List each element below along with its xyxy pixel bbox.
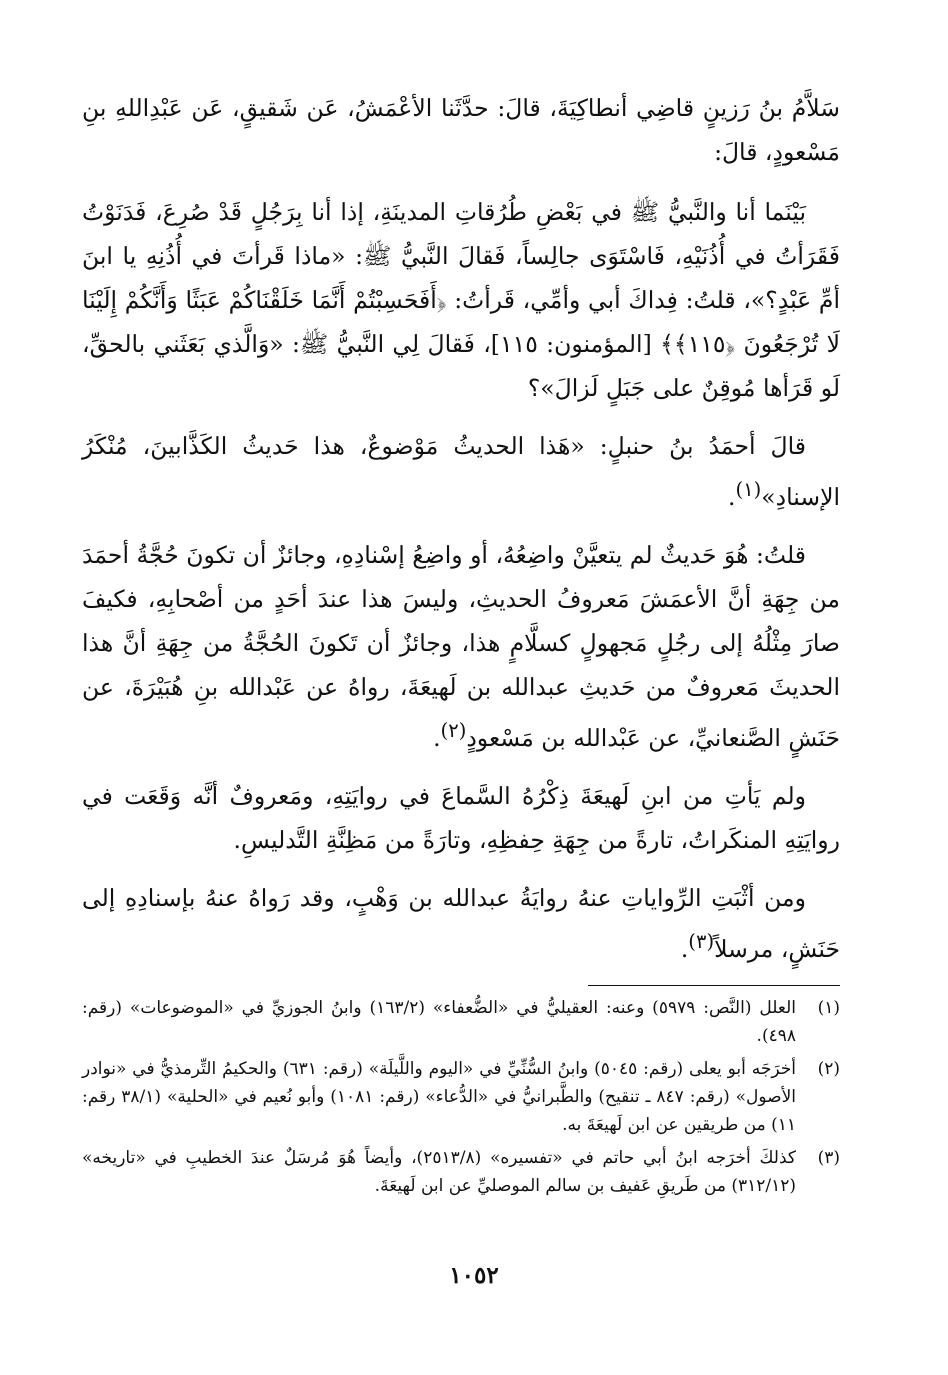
paragraph-3-end: . <box>728 482 736 511</box>
paragraph-5: ولم يَأتِ من ابنِ لَهيعَةَ ذِكْرُهُ السَّماعَ في روايَتِهِ، ومَعروفٌ أنَّه وَقَعَت في روايَتِهِ المنكَراتُ، تارةً من جِهَةِ حِفظِهِ، وتارَةً من مَظِنَّةِ التَّدليسِ. <box>82 781 840 854</box>
footnote-text: العلل (النَّص: ٥٩٧٩) وعنه: العقيليُّ في «الضُّعفاء» (١٦٣/٢) وابنُ الجوزيِّ في «الموضوعات» (رقم: ٤٩٨). <box>82 998 796 1046</box>
paragraph-3-text: قالَ أحمَدُ بنُ حنبلٍ: «هَذا الحديثُ مَوْضوعٌ، هذا حَديثُ الكَذَّابينَ، مُنْكَرُ الإسنادِ» <box>82 432 840 511</box>
footnote-2 <box>82 1055 840 1139</box>
paragraph-3-ahmad <box>82 424 840 519</box>
footnote-text: كذلكَ أخرَجه ابنُ أبي حاتم في «تفسيره» (٢٥١٣/٨)، وأيضاً هُوَ مُرسَلٌ عندَ الخطيبِ في «تاريخه» (٣١٢/١٢) من طَريقِ عَفيف بن سالم الموصليِّ عن ابن لَهيعَةَ. <box>82 1148 797 1196</box>
footnote-ref-3: (٣) <box>688 929 715 953</box>
footnote-1 <box>82 994 840 1050</box>
page-number: ١٠٥٢ <box>449 1262 499 1289</box>
paragraph-4-qultu <box>82 533 840 760</box>
footnote-number: (٣) <box>817 1148 840 1168</box>
footnote-ref-1: (١) <box>735 478 762 501</box>
footnotes <box>82 994 840 1205</box>
footnote-text: أخرَجَه أبو يعلى (رقم: ٥٠٤٥) وابنُ السُّنِّيِّ في «اليوم واللَّيلَة» (رقم: ٦٣١) والحكيمُ التِّرمذيُّ في «نوادر الأصول» (رقم: ٨٤٧ ـ تنقيح) والطَّبرانيُّ في «الدُّعاء» (رقم: ١٠٨١) وأبو نُعيم في «الحلية» (٣٨/١ رقم: ١١) من طريقين عن ابن لَهيعَةَ به. <box>82 1059 797 1135</box>
main-text <box>82 86 840 984</box>
footnote-number: (١) <box>817 998 840 1018</box>
paragraph-6-text: ومن أثْبَتِ الرِّواياتِ عنهُ روايَةُ عبدالله بن وَهْبٍ، وقد رَواهُ عنهُ بإسنادِهِ إلى حَنَشٍ، مرسلاً <box>82 883 840 963</box>
footnote-ref-2: (٢) <box>440 718 467 742</box>
paragraph-1: سَلاَّمُ بنُ رَزينٍ قاضِي أنطاكِيَةَ، قالَ: حدَّثَنا الأعْمَشُ، عَن شَقيقٍ، عَن عَبْدِاللهِ بنِ مَسْعودٍ، قالَ: <box>82 94 840 166</box>
paragraph-6-end: . <box>680 934 689 963</box>
footnote-separator <box>588 985 840 986</box>
paragraph-4-end: . <box>433 723 441 752</box>
footnote-number: (٢) <box>817 1059 840 1079</box>
paragraph-6 <box>82 876 840 971</box>
footnote-3 <box>82 1144 840 1200</box>
paragraph-4-text: قلتُ: هُوَ حَديثٌ لم يتعيَّنْ واضِعُهُ، أو واضِعُ إسْنادِهِ، وجائزٌ أن تكونَ حُجَّةُ أحمَدَ من جِهَةِ أنَّ الأعمَشَ مَعروفُ الحديثِ، وليسَ هذا عندَ أحَدٍ من أصْحابِهِ، فكيفَ صارَ مِثْلُهُ إلى رجُلٍ مَجهولٍ كسلَّامٍ هذا، وجائزٌ أن تَكونَ الحُجَّةُ من جِهَةِ أنَّ هذا الحديثَ مَعروفٌ من حَديثِ عبدالله بن لَهيعَةَ، رواهُ عن عَبْدالله بنِ هُبَيْرَةَ، عن حَنَشٍ الصَّنعانيِّ، عن عَبْدالله بن مَسْعودٍ <box>82 540 840 752</box>
paragraph-2-hadith: بَيْنَما أنا والنَّبيُّ ﷺ في بَعْضِ طُرُقاتِ المدينَةِ، إذا أنا بِرَجُلٍ قَدْ صُرِعَ، فَدَنَوْتُ فَقَرَأتُ في أُذُنَيْهِ، فَاسْتَوَى جالِساً، فَقالَ النَّبيُّ ﷺ: «ماذا قَرأتَ في أُذُنِهِ يا ابنَ أمِّ عَبْدٍ؟»، قلتُ: فِداكَ أبي وأمِّي، قَرأتُ: ﴿أَفَحَسِبْتُمْ أَنَّمَا خَلَقْنَاكُمْ عَبَثًا وَأَنَّكُمْ إِلَيْنَا لَا تُرْجَعُونَ ﴿١١٥﴾﴾ [المؤمنون: ١١٥]، فَقالَ لِي النَّبيُّ ﷺ: «وَالَّذي بَعَثَني بالحقِّ، لَو قَرَأها مُوقِنٌ على جَبَلٍ لَزالَ»؟ <box>82 198 840 402</box>
